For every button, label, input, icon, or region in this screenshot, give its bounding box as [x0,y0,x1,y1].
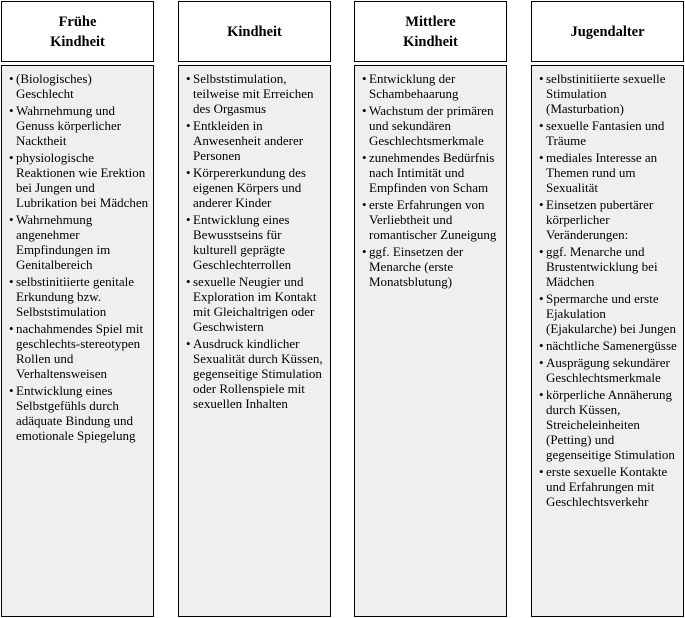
column-title-line: Kindheit [227,23,282,40]
item-list [186,71,326,411]
list-item [186,274,326,334]
list-item [186,118,326,163]
bullet-icon: • [539,118,544,133]
column-title-line: Frühe [58,13,97,30]
list-item-text: (Biologisches) Geschlecht [16,71,92,101]
bullet-icon: • [9,383,14,398]
column-jugendalter [531,1,684,617]
list-item [539,387,679,462]
list-item-text: selbstinitiierte sexuelle Stimulation (Masturbation) [546,71,666,116]
bullet-icon: • [539,150,544,165]
list-item [539,464,679,509]
list-item-text: sexuelle Neugier und Exploration im Kontakt mit Gleichaltrigen oder Geschwistern [193,274,317,334]
list-item-text: Spermarche und erste Ejakulation (Ejakularche) bei Jungen [546,291,676,336]
bullet-icon: • [539,464,544,479]
list-item-text: ggf. Menarche und Brustentwicklung bei Mädchen [546,244,658,289]
list-item [539,197,679,242]
list-item-text: Ausprägung sekundärer Geschlechtsmerkmale [546,355,670,385]
list-item-text: Wahrnehmung angenehmer Empfindungen im Genitalbereich [16,212,111,272]
list-item [9,71,149,101]
list-item-text: Entwicklung der Schambehaarung [369,71,459,101]
item-list [539,71,679,509]
list-item [539,244,679,289]
list-item [186,71,326,116]
bullet-icon: • [539,338,544,353]
bullet-icon: • [539,291,544,306]
list-item [9,212,149,272]
column-body [1,65,154,617]
list-item [9,321,149,381]
bullet-icon: • [186,71,191,86]
list-item [539,150,679,195]
list-item-text: Wahrnehmung und Genuss körperlicher Nacktheit [16,103,122,148]
bullet-icon: • [362,103,367,118]
bullet-icon: • [539,244,544,259]
list-item-text: selbstinitiierte genitale Erkundung bzw. Selbststimulation [16,274,135,319]
list-item-text: Körpererkundung des eigenen Körpers und anderer Kinder [193,165,306,210]
item-list [362,71,502,289]
list-item [539,291,679,336]
bullet-icon: • [9,212,14,227]
list-item [9,150,149,210]
list-item [186,336,326,411]
column-header [1,1,154,62]
column-header [178,1,331,62]
list-item-text: Entwicklung eines Selbstgefühls durch adäquate Bindung und emotionale Spiegelung [16,383,136,443]
column-title-line: Kindheit [50,33,105,50]
column-header [354,1,507,62]
bullet-icon: • [362,150,367,165]
list-item-text: zunehmendes Bedürfnis nach Intimität und Empfinden von Scham [369,150,495,195]
column-header [531,1,684,62]
list-item-text: mediales Interesse an Themen rund um Sexualität [546,150,658,195]
list-item-text: körperliche Annäherung durch Küssen, Streicheleinheiten (Petting) und gegenseitige Stimulation [546,387,675,462]
bullet-icon: • [539,355,544,370]
list-item [9,103,149,148]
list-item [9,383,149,443]
list-item-text: Entwicklung eines Bewusstseins für kulturell geprägte Geschlechterrollen [193,212,292,272]
list-item-text: Ausdruck kindlicher Sexualität durch Küssen, gegenseitige Stimulation oder Rollenspiele mit sexuellen Inhalten [193,336,323,411]
bullet-icon: • [539,197,544,212]
column-kindheit [178,1,331,617]
column-title-line: Jugendalter [570,23,645,40]
bullet-icon: • [9,321,14,336]
column-body [178,65,331,617]
bullet-icon: • [9,71,14,86]
item-list [9,71,149,443]
bullet-icon: • [362,244,367,259]
list-item [539,118,679,148]
column-fruehe-kindheit [1,1,154,617]
bullet-icon: • [186,212,191,227]
list-item [362,197,502,242]
list-item-text: nachahmendes Spiel mit geschlechts-stereotypen Rollen und Verhaltensweisen [16,321,144,381]
list-item-text: erste sexuelle Kontakte und Erfahrungen mit Geschlechtsverkehr [546,464,668,509]
list-item [186,212,326,272]
list-item-text: nächtliche Samenergüsse [546,338,677,353]
bullet-icon: • [9,274,14,289]
column-mittlere-kindheit [354,1,507,617]
list-item [539,338,679,353]
list-item [362,103,502,148]
bullet-icon: • [186,274,191,289]
bullet-icon: • [186,165,191,180]
bullet-icon: • [9,150,14,165]
list-item [539,355,679,385]
bullet-icon: • [539,387,544,402]
list-item-text: Wachstum der primären und sekundären Geschlechtsmerkmale [369,103,494,148]
list-item [362,150,502,195]
bullet-icon: • [186,336,191,351]
list-item-text: Einsetzen pubertärer körperlicher Veränderungen: [546,197,654,242]
list-item [9,274,149,319]
bullet-icon: • [9,103,14,118]
bullet-icon: • [362,71,367,86]
column-title-line: Mittlere [405,13,456,30]
bullet-icon: • [186,118,191,133]
list-item-text: Selbststimulation, teilweise mit Erreichen des Orgasmus [193,71,314,116]
column-title-line: Kindheit [403,33,458,50]
list-item-text: ggf. Einsetzen der Menarche (erste Monatsblutung) [369,244,464,289]
list-item-text: erste Erfahrungen von Verliebtheit und romantischer Zuneigung [369,197,497,242]
list-item [362,71,502,101]
list-item [186,165,326,210]
list-item-text: sexuelle Fantasien und Träume [546,118,665,148]
list-item-text: physiologische Reaktionen wie Erektion bei Jungen und Lubrikation bei Mädchen [16,150,149,210]
column-body [354,65,507,617]
list-item [362,244,502,289]
bullet-icon: • [362,197,367,212]
list-item [539,71,679,116]
list-item-text: Entkleiden in Anwesenheit anderer Personen [193,118,304,163]
bullet-icon: • [539,71,544,86]
column-body [531,65,684,617]
